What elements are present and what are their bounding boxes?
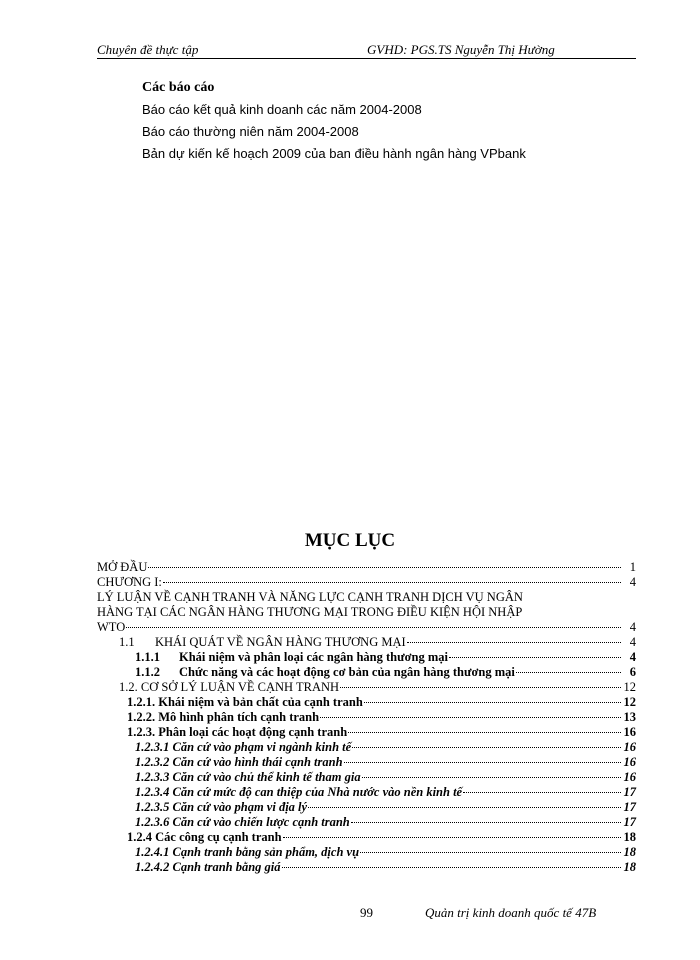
reference-item: Bản dự kiến kế hoạch 2009 của ban điều hành ngân hàng VPbank <box>142 146 526 161</box>
toc-entry-title: 1.2.3.1 Căn cứ vào phạm vi ngành kinh tế <box>135 740 352 754</box>
toc-entry-1-2-3[interactable] <box>97 725 636 740</box>
toc-entry-title: 1.2.4.2 Cạnh tranh bằng giá <box>135 860 281 874</box>
toc-entry-title-line: WTO <box>97 620 126 634</box>
toc-entry-title: Khái niệm và phân loại các ngân hàng thương mại <box>179 650 448 664</box>
toc-entry-1-2-3-2[interactable] <box>97 755 636 770</box>
toc-entry-1-2-1[interactable] <box>97 695 636 710</box>
toc-page-number: 17 <box>623 785 636 799</box>
toc-leader-dots <box>348 732 621 733</box>
toc-leader-dots <box>308 807 621 808</box>
toc-leader-dots <box>360 852 621 853</box>
toc-entry-title: 1.2.4.1 Cạnh tranh bằng sản phẩm, dịch vụ <box>135 845 360 859</box>
toc-leader-dots <box>516 672 621 673</box>
toc-leader-dots <box>351 822 621 823</box>
toc-entry-title: MỞ ĐẦU <box>97 560 148 574</box>
toc-entry-title: 1.2.3.3 Căn cứ vào chủ thể kinh tế tham gia <box>135 770 361 784</box>
toc-leader-dots <box>282 867 621 868</box>
toc-page-number: 4 <box>629 620 636 634</box>
toc-entry-1-2-3-4[interactable] <box>97 785 636 800</box>
toc-leader-dots <box>407 642 621 643</box>
references-section <box>142 80 526 168</box>
toc-entry-1-2-4[interactable] <box>97 830 636 845</box>
toc-entry-number: 1.1.1 <box>135 650 160 664</box>
toc-entry-title-line: HÀNG TẠI CÁC NGÂN HÀNG THƯƠNG MẠI TRONG ĐIỀU KIỆN HỘI NHẬP <box>97 605 523 619</box>
toc-page-number: 17 <box>623 815 636 829</box>
toc-page-number: 12 <box>623 695 636 709</box>
toc-page-number: 6 <box>629 665 636 679</box>
toc-entry-1-2-4-1[interactable] <box>97 845 636 860</box>
toc-entry-title: 1.2.3.5 Căn cứ vào phạm vi địa lý <box>135 800 308 814</box>
toc-entry-1-2[interactable] <box>97 680 636 695</box>
toc-page-number: 1 <box>629 560 636 574</box>
toc-entry-title: 1.2.4 Các công cụ cạnh tranh <box>127 830 282 844</box>
toc-entry-1-2-3-1[interactable] <box>97 740 636 755</box>
toc-entry-title: CHƯƠNG I: <box>97 575 162 589</box>
toc-leader-dots <box>283 837 621 838</box>
header-supervisor: GVHD: PGS.TS Nguyễn Thị Hường <box>367 42 555 57</box>
toc-leader-dots <box>362 777 621 778</box>
toc-entry-chuong-1[interactable] <box>97 575 636 590</box>
toc-leader-dots <box>344 762 621 763</box>
page-header <box>97 40 636 59</box>
reference-item: Báo cáo thường niên năm 2004-2008 <box>142 124 359 139</box>
toc-entry-1-2-3-3[interactable] <box>97 770 636 785</box>
toc-page-number: 17 <box>623 800 636 814</box>
toc-leader-dots <box>449 657 621 658</box>
toc-page-number: 13 <box>623 710 636 724</box>
reference-item: Báo cáo kết quả kinh doanh các năm 2004-2008 <box>142 102 422 117</box>
toc-entry-1-1-2[interactable] <box>97 665 636 680</box>
toc-page-number: 18 <box>623 830 636 844</box>
toc-entry-mo-dau[interactable] <box>97 560 636 575</box>
toc-leader-dots <box>148 567 621 568</box>
header-report-type: Chuyên đề thực tập <box>97 42 199 57</box>
toc-entry-title: 1.2. CƠ SỞ LÝ LUẬN VỀ CẠNH TRANH <box>119 680 340 694</box>
toc-page-number: 4 <box>629 650 636 664</box>
toc-entry-title: KHÁI QUÁT VỀ NGÂN HÀNG THƯƠNG MẠI <box>155 635 406 649</box>
toc-page-number: 16 <box>623 770 636 784</box>
toc-page-number: 16 <box>623 755 636 769</box>
toc-entry-title: 1.2.2. Mô hình phân tích cạnh tranh <box>127 710 320 724</box>
table-of-contents <box>97 560 636 875</box>
toc-leader-dots <box>364 702 621 703</box>
toc-page-number: 18 <box>623 845 636 859</box>
toc-entry-1-2-2[interactable] <box>97 710 636 725</box>
footer-page-number: 99 <box>360 905 373 920</box>
toc-entry-title: 1.2.3. Phân loại các hoạt động cạnh tranh <box>127 725 348 739</box>
toc-entry-title: 1.2.3.6 Căn cứ vào chiến lược cạnh tranh <box>135 815 350 829</box>
toc-entry-title: 1.2.1. Khái niệm và bản chất của cạnh tranh <box>127 695 363 709</box>
footer-course-name: Quản trị kinh doanh quốc tế 47B <box>425 905 597 920</box>
toc-entry-1-1-1[interactable] <box>97 650 636 665</box>
toc-entry-1-2-4-2[interactable] <box>97 860 636 875</box>
toc-leader-dots <box>320 717 621 718</box>
toc-leader-dots <box>463 792 621 793</box>
toc-entry-1-1[interactable] <box>97 635 636 650</box>
toc-leader-dots <box>352 747 621 748</box>
toc-page-number: 4 <box>629 575 636 589</box>
toc-entry-1-2-3-5[interactable] <box>97 800 636 815</box>
toc-page-number: 12 <box>623 680 636 694</box>
toc-entry-1-2-3-6[interactable] <box>97 815 636 830</box>
toc-page-number: 18 <box>623 860 636 874</box>
toc-entry-title: 1.2.3.4 Căn cứ mức độ can thiệp của Nhà nước vào nền kinh tế <box>135 785 463 799</box>
toc-page-number: 4 <box>629 635 636 649</box>
references-heading: Các báo cáo <box>142 80 215 95</box>
toc-entry-title: Chức năng và các hoạt động cơ bản của ngân hàng thương mại <box>179 665 515 679</box>
toc-title: MỤC LỤC <box>304 530 396 551</box>
toc-leader-dots <box>340 687 621 688</box>
toc-page-number: 16 <box>623 725 636 739</box>
toc-page-number: 16 <box>623 740 636 754</box>
toc-entry-number: 1.1 <box>119 635 135 649</box>
toc-entry-title: 1.2.3.2 Căn cứ vào hình thái cạnh tranh <box>135 755 343 769</box>
toc-entry-title-line: LÝ LUẬN VỀ CẠNH TRANH VÀ NĂNG LỰC CẠNH TRANH DỊCH VỤ NGÂN <box>97 590 523 604</box>
toc-leader-dots <box>163 582 621 583</box>
toc-entry-chuong-1-title[interactable] <box>97 590 636 635</box>
toc-entry-number: 1.1.2 <box>135 665 160 679</box>
toc-leader-dots <box>126 627 621 628</box>
